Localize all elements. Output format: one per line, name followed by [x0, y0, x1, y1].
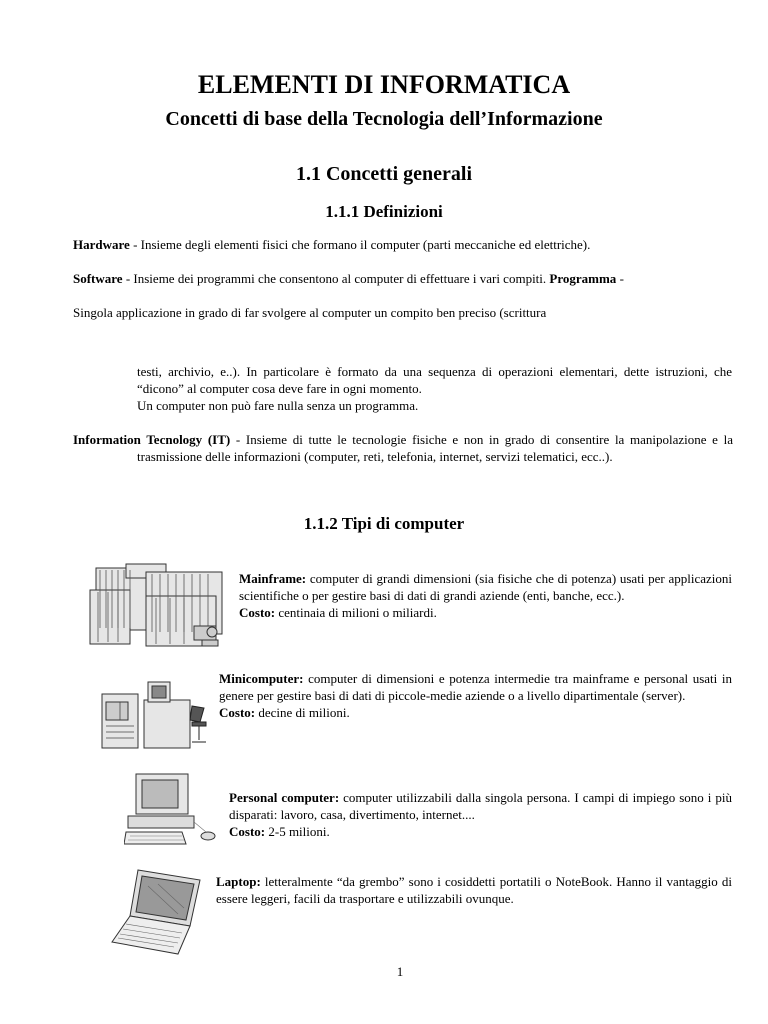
- mainframe-text: computer di grandi dimensioni (sia fisiche che di potenza) usati per applicazioni scientifiche o per gestire basi di dati di grandi aziende (enti, banche, ecc.).: [239, 571, 732, 603]
- personal-computer-text: computer utilizzabili dalla singola persona. I campi di impiego sono i più disparati: lavoro, casa, divertimento, internet....: [229, 790, 733, 822]
- software-definition: [73, 270, 738, 287]
- document-title: ELEMENTI DI INFORMATICA: [197, 70, 571, 99]
- minicomputer-cost: decine di milioni.: [255, 705, 350, 720]
- it-definition: [73, 431, 733, 465]
- hardware-text: - Insieme degli elementi fisici che formano il computer (parti meccaniche ed elettriche).: [129, 237, 591, 252]
- laptop-illustration: [108, 866, 206, 958]
- programma-line-1: Singola applicazione in grado di far svolgere al computer un compito ben preciso (scrittura: [73, 305, 547, 320]
- minicomputer-cost-label: Costo:: [219, 705, 256, 720]
- it-term: Information Tecnology (IT): [73, 432, 231, 447]
- hardware-definition: [73, 236, 733, 253]
- programma-line-2: testi, archivio, e..). In particolare è formato da una sequenza di operazioni elementari, dette istruzioni, che “dicono” al computer cosa deve fare in ogni momento.: [137, 364, 732, 396]
- personal-computer-term: Personal computer:: [229, 790, 340, 805]
- laptop-term: Laptop:: [216, 874, 261, 889]
- software-text: - Insieme dei programmi che consentono al computer di effettuare i vari compiti.: [122, 271, 550, 286]
- hardware-term: Hardware: [73, 237, 130, 252]
- subsection-heading-computer-types: 1.1.2 Tipi di computer: [303, 514, 465, 533]
- laptop-description: [216, 873, 732, 907]
- personal-computer-cost: 2-5 milioni.: [265, 824, 330, 839]
- mainframe-cost: centinaia di milioni o miliardi.: [275, 605, 437, 620]
- mainframe-illustration: [86, 560, 226, 650]
- minicomputer-illustration: [100, 676, 212, 752]
- software-term: Software: [73, 271, 123, 286]
- minicomputer-term: Minicomputer:: [219, 671, 304, 686]
- minicomputer-text: computer di dimensioni e potenza intermedie tra mainframe e personal usati in genere per gestire basi di dati di piccole-medie aziende o a livello dipartimentale (server).: [219, 671, 732, 703]
- programma-term: Programma: [549, 271, 617, 286]
- personal-computer-description: [229, 789, 732, 840]
- mainframe-term: Mainframe:: [239, 571, 307, 586]
- programma-dash: -: [616, 271, 624, 286]
- section-heading: 1.1 Concetti generali: [295, 163, 473, 185]
- programma-line-3: Un computer non può fare nulla senza un programma.: [137, 398, 419, 413]
- mainframe-description: [239, 570, 732, 621]
- laptop-text: letteralmente “da grembo” sono i cosiddetti portatili o NoteBook. Hanno il vantaggio di essere leggeri, facili da trasportare e utilizzabili ovunque.: [216, 874, 732, 906]
- it-text: - Insieme di tutte le tecnologie fisiche e non in grado di consentire la manipolazione e la trasmissione delle informazioni (computer, reti, telefonia, internet, servizi telematici, ecc..).: [137, 432, 733, 464]
- document-subtitle: Concetti di base della Tecnologia dell’Informazione: [165, 108, 603, 130]
- personal-computer-illustration: [124, 772, 218, 846]
- page-number: 1: [396, 964, 404, 979]
- personal-computer-cost-label: Costo:: [229, 824, 266, 839]
- subsection-heading-definitions: 1.1.1 Definizioni: [325, 202, 443, 221]
- mainframe-cost-label: Costo:: [239, 605, 276, 620]
- minicomputer-description: [219, 670, 732, 721]
